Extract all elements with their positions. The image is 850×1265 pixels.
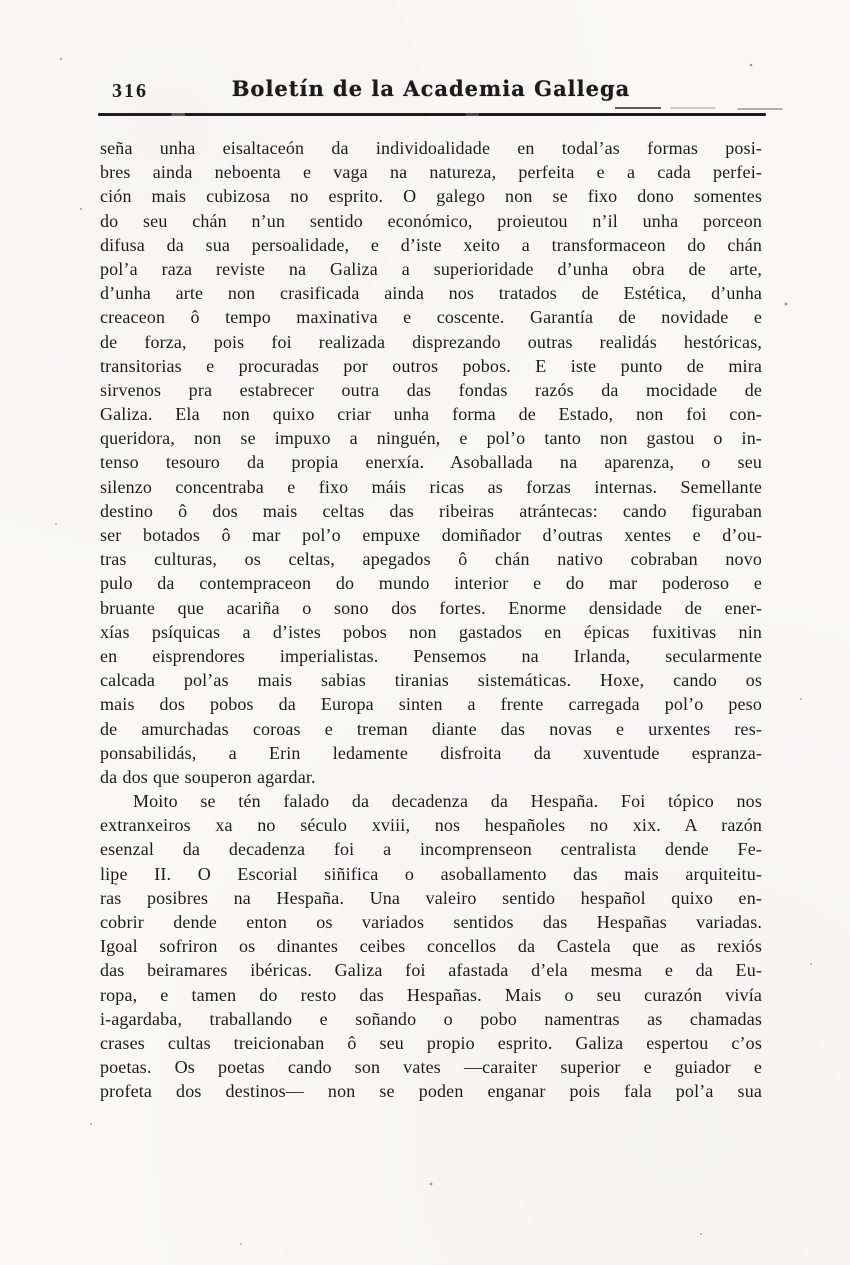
text-line: silenzo concentraba e fixo máis ricas as forzas internas. Semellante <box>100 476 762 497</box>
text-line: sirvenos pra estabrecer outra das fondas razós da mocidade de <box>100 379 762 400</box>
paragraph-2 <box>100 789 762 1103</box>
header-title: Boletín de la Academia Gallega <box>231 76 631 101</box>
text-line: Galiza. Ela non quixo criar unha forma de Estado, non foi con- <box>100 404 762 425</box>
page-number: 316 <box>112 80 148 102</box>
text-line: crases cultas treicionaban ô seu propio esprito. Galiza espertou c’os <box>100 1032 762 1053</box>
scan-speckles <box>60 58 62 60</box>
page-header <box>0 74 850 108</box>
text-line: bruante que acariña o sono dos fortes. Enorme densidade de ener- <box>100 597 762 618</box>
text-line: seña unha eisaltaceón da individoalidade en todal’as formas posi- <box>100 138 762 158</box>
header-rule-fragment <box>615 107 661 109</box>
text-line: pulo da contempraceon do mundo interior e do mar poderoso e <box>100 573 762 594</box>
text-line: calcada pol’as mais sabias tiranias sistemáticas. Hoxe, cando os <box>100 670 762 691</box>
text-line: queridora, non se impuxo a ninguén, e pol’o tanto non gastou o in- <box>100 428 762 449</box>
text-line: d’unha arte non crasificada ainda nos tratados de Estética, d’unha <box>100 283 762 304</box>
text-line: difusa da sua persoalidade, e d’iste xeito a transformaceon do chán <box>100 234 762 255</box>
text-line: mais dos pobos da Europa sinten a frente carregada pol’o peso <box>100 694 762 715</box>
text-line: ras posibres na Hespaña. Una valeiro sentido hespañol quixo en- <box>100 887 762 908</box>
header-rule <box>98 113 766 116</box>
text-line: pol’a raza reviste na Galiza a superioridade d’unha obra de arte, <box>100 258 762 279</box>
text-line: transitorias e procuradas por outros pobos. E iste punto de mira <box>100 355 762 376</box>
text-line: Moito se tén falado da decadenza da Hespaña. Foi tópico nos <box>133 791 762 812</box>
text-line: ser botados ô mar pol’o empuxe domiñador d’outras xentes e d’ou- <box>100 525 762 545</box>
text-line: bres ainda neboenta e vaga na natureza, perfeita e a cada perfei- <box>100 162 762 183</box>
text-line: ponsabilidás, a Erin ledamente disfroita da xuventude espranza- <box>100 742 762 763</box>
text-line: extranxeiros xa no século xviii, nos hespañoles no xix. A razón <box>100 815 762 836</box>
text-line: xías psíquicas a d’istes pobos non gastados en épicas fuxitivas nin <box>100 621 762 642</box>
text-line: tenso tesouro da propia enerxía. Asoballada na aparenza, o seu <box>100 452 762 473</box>
text-line: creaceon ô tempo maxinativa e coscente. Garantía de novidade e <box>100 307 762 328</box>
text-line: das beiramares ibéricas. Galiza foi afastada d’ela mesma e da Eu- <box>100 960 762 981</box>
text-line: profeta dos destinos— non se poden enganar pois fala pol’a sua <box>100 1081 762 1102</box>
paragraph-1 <box>100 136 762 789</box>
text-line: ción mais cubizosa no esprito. O galego non se fixo dono somentes <box>100 186 762 207</box>
text-line: ropa, e tamen do resto das Hespañas. Mais o seu curazón vivía <box>100 984 762 1005</box>
text-line: da dos que souperon agardar. <box>100 766 316 787</box>
text-line: de amurchadas coroas e treman diante das novas e urxentes res- <box>100 718 762 739</box>
text-line: tras culturas, os celtas, apegados ô chán nativo cobraban novo <box>100 549 762 570</box>
text-line: de forza, pois foi realizada disprezando outras realidás hestóricas, <box>100 331 762 352</box>
text-line: esenzal da decadenza foi a incomprenseon centralista dende Fe- <box>100 839 762 860</box>
text-line: en eisprendores imperialistas. Pensemos na Irlanda, secularmente <box>100 645 762 666</box>
text-line: cobrir dende enton os variados sentidos das Hespañas variadas. <box>100 912 762 932</box>
text-line: do seu chán n’un sentido económico, proieutou n’il unha porceon <box>100 210 762 231</box>
text-line: lipe II. O Escorial siñifica o asoballamento das mais arquiteitu- <box>100 863 762 884</box>
text-line: poetas. Os poetas cando son vates —caraiter superior e guiador e <box>100 1057 762 1078</box>
text-line: Igoal sofriron os dinantes ceibes concellos da Castela que as rexiós <box>100 936 762 957</box>
text-line: destino ô dos mais celtas das ribeiras atrántecas: cando figuraban <box>100 500 762 521</box>
text-line: i-agardaba, traballando e soñando o pobo namentras as chamadas <box>100 1008 762 1029</box>
text-block <box>100 136 762 1104</box>
